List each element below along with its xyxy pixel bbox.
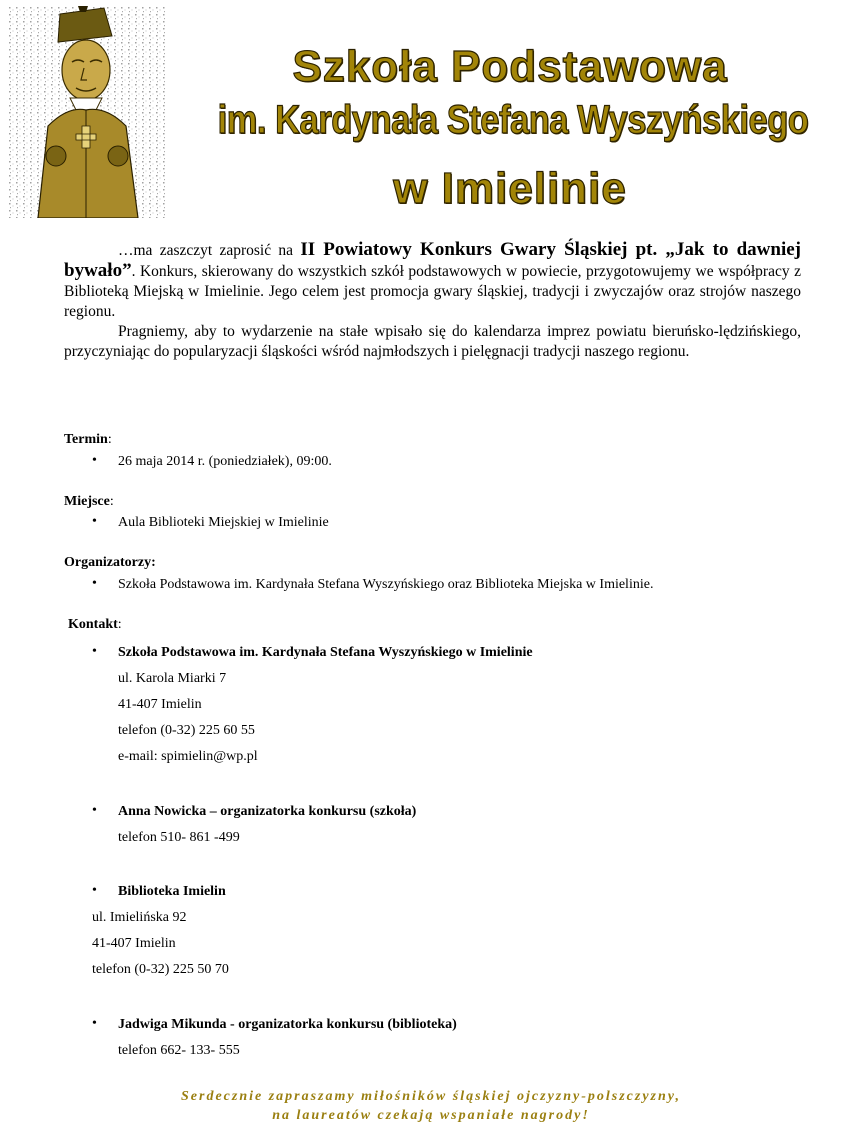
school-name-line3: w Imielinie (393, 164, 627, 213)
termin-value: 26 maja 2014 r. (poniedziałek), 09:00. (118, 454, 332, 469)
contact-school-street: ul. Karola Miarki 7 (118, 671, 227, 686)
organizatorzy-value: Szkoła Podstawowa im. Kardynała Stefana Wyszyńskiego oraz Biblioteka Miejska w Imielinie. (118, 577, 654, 592)
school-name-line1: Szkoła Podstawowa (292, 42, 728, 91)
contact-organizer2-phone: telefon 662- 133- 555 (118, 1043, 240, 1058)
bullet-icon: • (92, 514, 97, 529)
contact-library-name: Biblioteka Imielin (118, 884, 226, 899)
miejsce-value: Aula Biblioteki Miejskiej w Imielinie (118, 515, 329, 530)
bullet-icon: • (92, 883, 97, 898)
contact-organizer2-name: Jadwiga Mikunda - organizatorka konkursu (biblioteka) (118, 1017, 457, 1032)
patron-portrait-image (8, 6, 166, 218)
footer-line2: na laureatów czekają wspaniałe nagrody! (272, 1108, 590, 1123)
contact-school-city: 41-407 Imielin (118, 697, 202, 712)
kontakt-label: Kontakt: (68, 617, 122, 632)
intro-text (64, 240, 801, 362)
organizatorzy-label: Organizatorzy: (64, 555, 156, 570)
school-name-line2: im. Kardynała Stefana Wyszyńskiego (217, 98, 809, 142)
intro-paragraph-2: Pragniemy, aby to wydarzenie na stałe wpisało się do kalendarza imprez powiatu bieruńsko-lędzińskiego, przyczyniając do popularyzacji śląskości wśród najmłodszych i pielęgnacji tradycji naszego regionu. (64, 323, 801, 360)
footer-invitation (0, 1087, 862, 1125)
contest-name: II Powiatowy Konkurs Gwary Śląskiej pt. „Jak to dawniej bywało” (64, 239, 801, 281)
bullet-icon: • (92, 1016, 97, 1031)
contact-library-city: 41-407 Imielin (92, 936, 176, 951)
footer-line1: Serdecznie zapraszamy miłośników śląskiej ojczyzny-polszczyzny, (181, 1089, 681, 1104)
bullet-icon: • (92, 576, 97, 591)
intro-paragraph-1: …ma zaszczyt zaprosić na II Powiatowy Konkurs Gwary Śląskiej pt. „Jak to dawniej bywało”. Konkurs, skierowany do wszystkich szkół podstawowych w powiecie, przygotowujemy we współpracy z Biblioteką Miejską w Imielinie. Jego celem jest promocja gwary śląskiej, tradycji i zwyczajów oraz strojów naszego regionu. (64, 239, 801, 320)
contact-library-street: ul. Imielińska 92 (92, 910, 187, 925)
contact-organizer1-name: Anna Nowicka – organizatorka konkursu (szkoła) (118, 804, 417, 819)
bullet-icon: • (92, 453, 97, 468)
contact-school-email: e-mail: spimielin@wp.pl (118, 749, 258, 764)
termin-label: Termin: (64, 432, 112, 447)
contact-school-name: Szkoła Podstawowa im. Kardynała Stefana Wyszyńskiego w Imielinie (118, 645, 533, 660)
bullet-icon: • (92, 803, 97, 818)
contact-school-phone: telefon (0-32) 225 60 55 (118, 723, 255, 738)
miejsce-label: Miejsce: (64, 494, 114, 509)
bullet-icon: • (92, 644, 97, 659)
contact-organizer1-phone: telefon 510- 861 -499 (118, 830, 240, 845)
contact-library-phone: telefon (0-32) 225 50 70 (92, 962, 229, 977)
